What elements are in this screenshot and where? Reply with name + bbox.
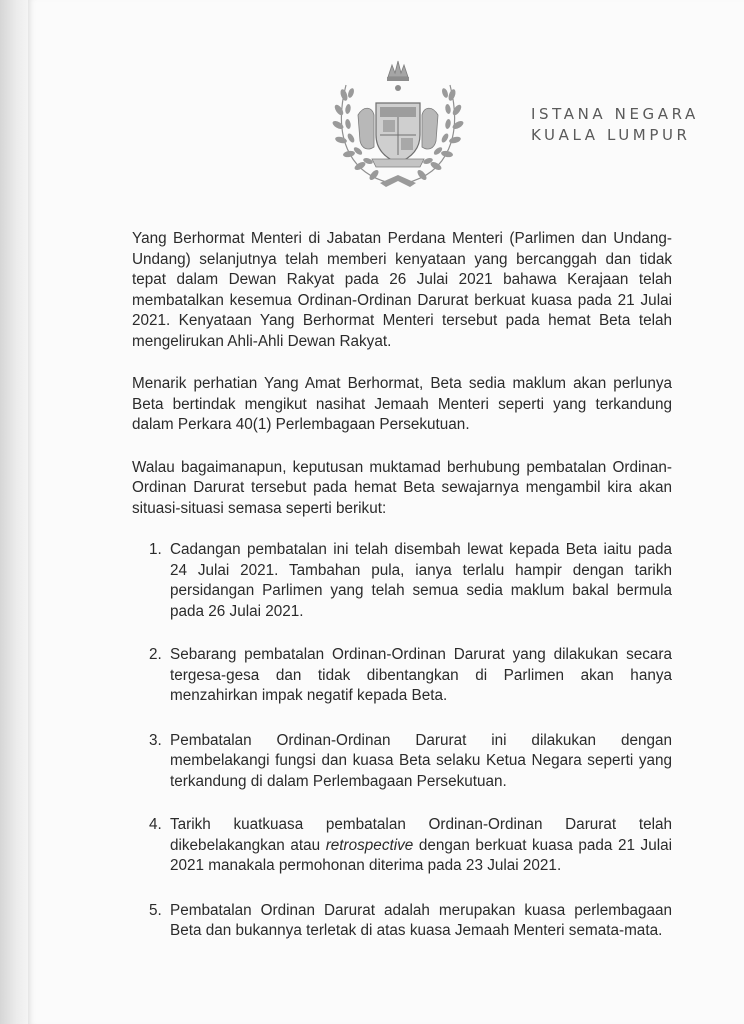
- list-item-text-part: Tarikh kuatkuasa pembatalan Ordinan-Ordinan Darurat telah dikebelakangkan atau: [170, 816, 672, 854]
- list-item-number: 5.: [149, 901, 162, 919]
- letter-page: [28, 0, 744, 1024]
- list-item-number: 3.: [149, 731, 162, 749]
- list-item: [132, 540, 672, 622]
- list-item-number: 2.: [149, 646, 162, 663]
- list-item-text: Cadangan pembatalan ini telah disembah lewat kepada Beta iaitu pada 24 Julai 2021. Tambahan pula, ianya terlalu hampir dengan tarikh persidangan Parlimen yang telah semua sedia maklum bakal bermula pada 26 Julai 2021.: [170, 541, 672, 620]
- list-item-text: Pembatalan Ordinan-Ordinan Darurat ini dilakukan dengan membelakangi fungsi dan kuasa Beta selaku Ketua Negara seperti yang terkandung di dalam Perlembagaan Persekutuan.: [170, 731, 672, 790]
- list-item-text: [170, 815, 672, 877]
- letterhead-line-2: KUALA LUMPUR: [531, 126, 691, 144]
- list-item-text-italic: retrospective: [325, 836, 414, 854]
- paragraph-3: Walau bagaimanapun, keputusan muktamad berhubung pembatalan Ordinan-Ordinan Darurat tersebut pada hemat Beta sewajarnya mengambil kira akan situasi-situasi semasa seperti berikut:: [132, 458, 672, 517]
- list-item-text-part: dengan berkuat kuasa pada 21 Julai 2021 manakala permohonan diterima pada 23 Julai 2021.: [170, 836, 672, 874]
- paragraph-1: Yang Berhormat Menteri di Jabatan Perdana Menteri (Parlimen dan Undang-Undang) selanjutnya telah memberi kenyataan yang bercanggah dan tidak tepat dalam Dewan Rakyat pada 26 Julai 2021 bahawa Kerajaan telah membatalkan kesemua Ordinan-Ordinan Darurat berkuat kuasa pada 21 Julai 2021. Kenyataan Yang Berhormat Menteri tersebut pada hemat Beta telah mengelirukan Ahli-Ahli Dewan Rakyat.: [132, 230, 672, 350]
- list-item-number: 1.: [149, 541, 162, 558]
- list-item: [132, 645, 672, 707]
- letterhead-line-1: ISTANA NEGARA: [531, 105, 699, 123]
- list-item-text: Pembatalan Ordinan Darurat adalah merupakan kuasa perlembagaan Beta dan bukannya terletak di atas kuasa Jemaah Menteri semata-mata.: [170, 901, 672, 939]
- list-item-number: 4.: [149, 816, 162, 833]
- letterhead-address: [531, 104, 699, 146]
- list-item-text: Sebarang pembatalan Ordinan-Ordinan Darurat yang dilakukan secara tergesa-gesa dan tidak dibentangkan di Parlimen akan hanya menzahirkan impak negatif kepada Beta.: [170, 646, 672, 704]
- list-item: [132, 815, 672, 877]
- numbered-list: [132, 540, 672, 942]
- letter-body: [132, 229, 672, 942]
- list-item: [132, 901, 672, 942]
- royal-crest-icon: [328, 55, 468, 190]
- scan-shadow-edge: [0, 0, 28, 1024]
- paragraph-2: Menarik perhatian Yang Amat Berhormat, Beta sedia maklum akan perlunya Beta bertindak mengikut nasihat Jemaah Menteri seperti yang terkandung dalam Perkara 40(1) Perlembagaan Persekutuan.: [132, 375, 672, 433]
- list-item: [132, 731, 672, 793]
